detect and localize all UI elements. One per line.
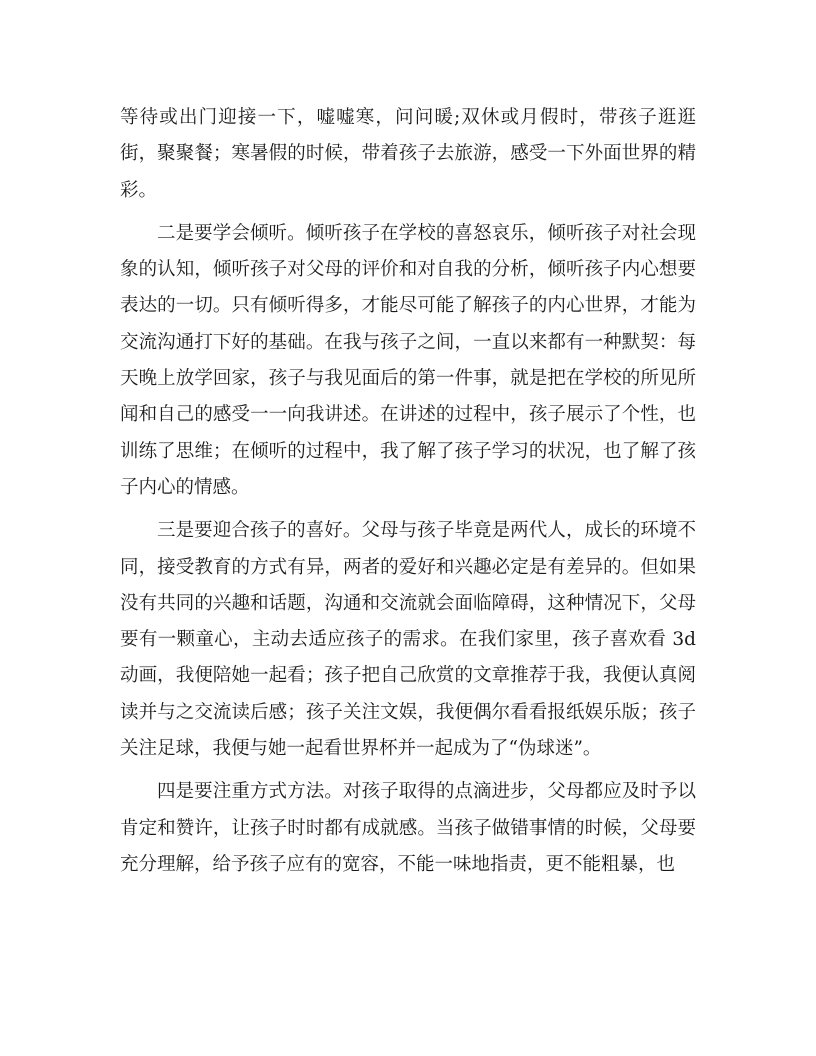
paragraph-continuation: 等待或出门迎接一下，嘘嘘寒，问问暖;双休或月假时，带孩子逛逛街，聚聚餐；寒暑假的时候，带着孩子去旅游，感受一下外面世界的精彩。 (120, 107, 696, 201)
paragraph-methods: 四是要注重方式方法。对孩子取得的点滴进步，父母都应及时予以肯定和赞许，让孩子时时都有成就感。当孩子做错事情的时候，父母要充分理解，给予孩子应有的宽容，不能一味地指责，更不能粗暴，也 (120, 781, 696, 875)
paragraph-interests: 三是要迎合孩子的喜好。父母与孩子毕竟是两代人，成长的环境不同，接受教育的方式有异，两者的爱好和兴趣必定是有差异的。但如果没有共同的兴趣和话题，沟通和交流就会面临障碍，这种情况下，父母要有一颗童心，主动去适应孩子的需求。在我们家里，孩子喜欢看 3d 动画，我便陪她一起看；孩子把自己欣赏的文章推荐于我，我便认真阅读并与之交流读后感；孩子关注文娱，我便偶尔看看报纸娱乐版；孩子关注足球，我便与她一起看世界杯并一起成为了“伪球迷”。 (120, 520, 696, 760)
paragraph-listening: 二是要学会倾听。倾听孩子在学校的喜怒哀乐，倾听孩子对社会现象的认知，倾听孩子对父母的评价和对自我的分析，倾听孩子内心想要表达的一切。只有倾听得多，才能尽可能了解孩子的内心世界，才能为交流沟通打下好的基础。在我与孩子之间，一直以来都有一种默契：每天晚上放学回家，孩子与我见面后的第一件事，就是把在学校的所见所闻和自己的感受一一向我讲述。在讲述的过程中，孩子展示了个性，也训练了思维；在倾听的过程中，我了解了孩子学习的状况，也了解了孩子内心的情感。 (120, 222, 696, 498)
document-body (120, 100, 696, 883)
